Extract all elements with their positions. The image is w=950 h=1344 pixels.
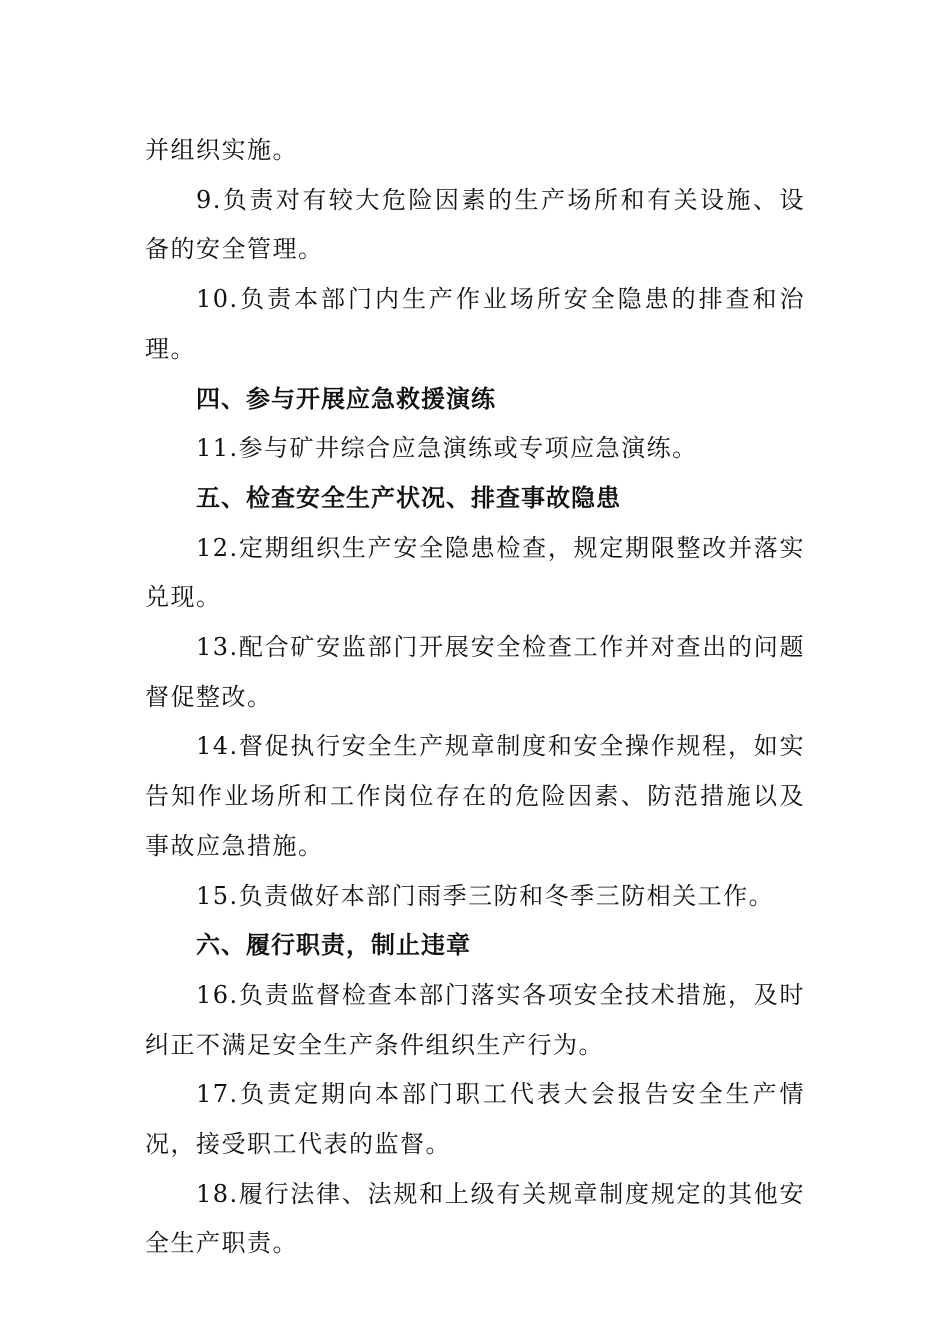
document-body	[145, 126, 805, 1269]
section-heading-4: 四、参与开展应急救援演练	[196, 384, 496, 413]
paragraph-item-9: 9.负责对有较大危险因素的生产场所和有关设施、设备的安全管理。	[145, 185, 805, 264]
section-heading-6: 六、履行职责，制止违章	[196, 931, 471, 960]
paragraph-item-18: 18.履行法律、法规和上级有关规章制度规定的其他安全生产职责。	[145, 1179, 805, 1258]
paragraph-continuation: 并组织实施。	[145, 136, 298, 164]
paragraph-item-12: 12.定期组织生产安全隐患检查，规定期限整改并落实兑现。	[145, 533, 805, 612]
paragraph-item-17: 17.负责定期向本部门职工代表大会报告安全生产情况，接受职工代表的监督。	[145, 1080, 805, 1159]
paragraph-item-11: 11.参与矿井综合应急演练或专项应急演练。	[196, 434, 698, 463]
paragraph-item-10: 10.负责本部门内生产作业场所安全隐患的排查和治理。	[145, 285, 805, 363]
paragraph-item-16: 16.负责监督检查本部门落实各项安全技术措施，及时纠正不满足安全生产条件组织生产行为。	[145, 980, 805, 1059]
section-heading-5: 五、检查安全生产状况、排查事故隐患	[196, 483, 621, 512]
paragraph-item-14: 14.督促执行安全生产规章制度和安全操作规程，如实告知作业场所和工作岗位存在的危险因素、防范措施以及事故应急措施。	[145, 732, 805, 860]
paragraph-item-15: 15.负责做好本部门雨季三防和冬季三防相关工作。	[196, 881, 775, 910]
paragraph-item-13: 13.配合矿安监部门开展安全检查工作并对查出的问题督促整改。	[145, 633, 805, 711]
